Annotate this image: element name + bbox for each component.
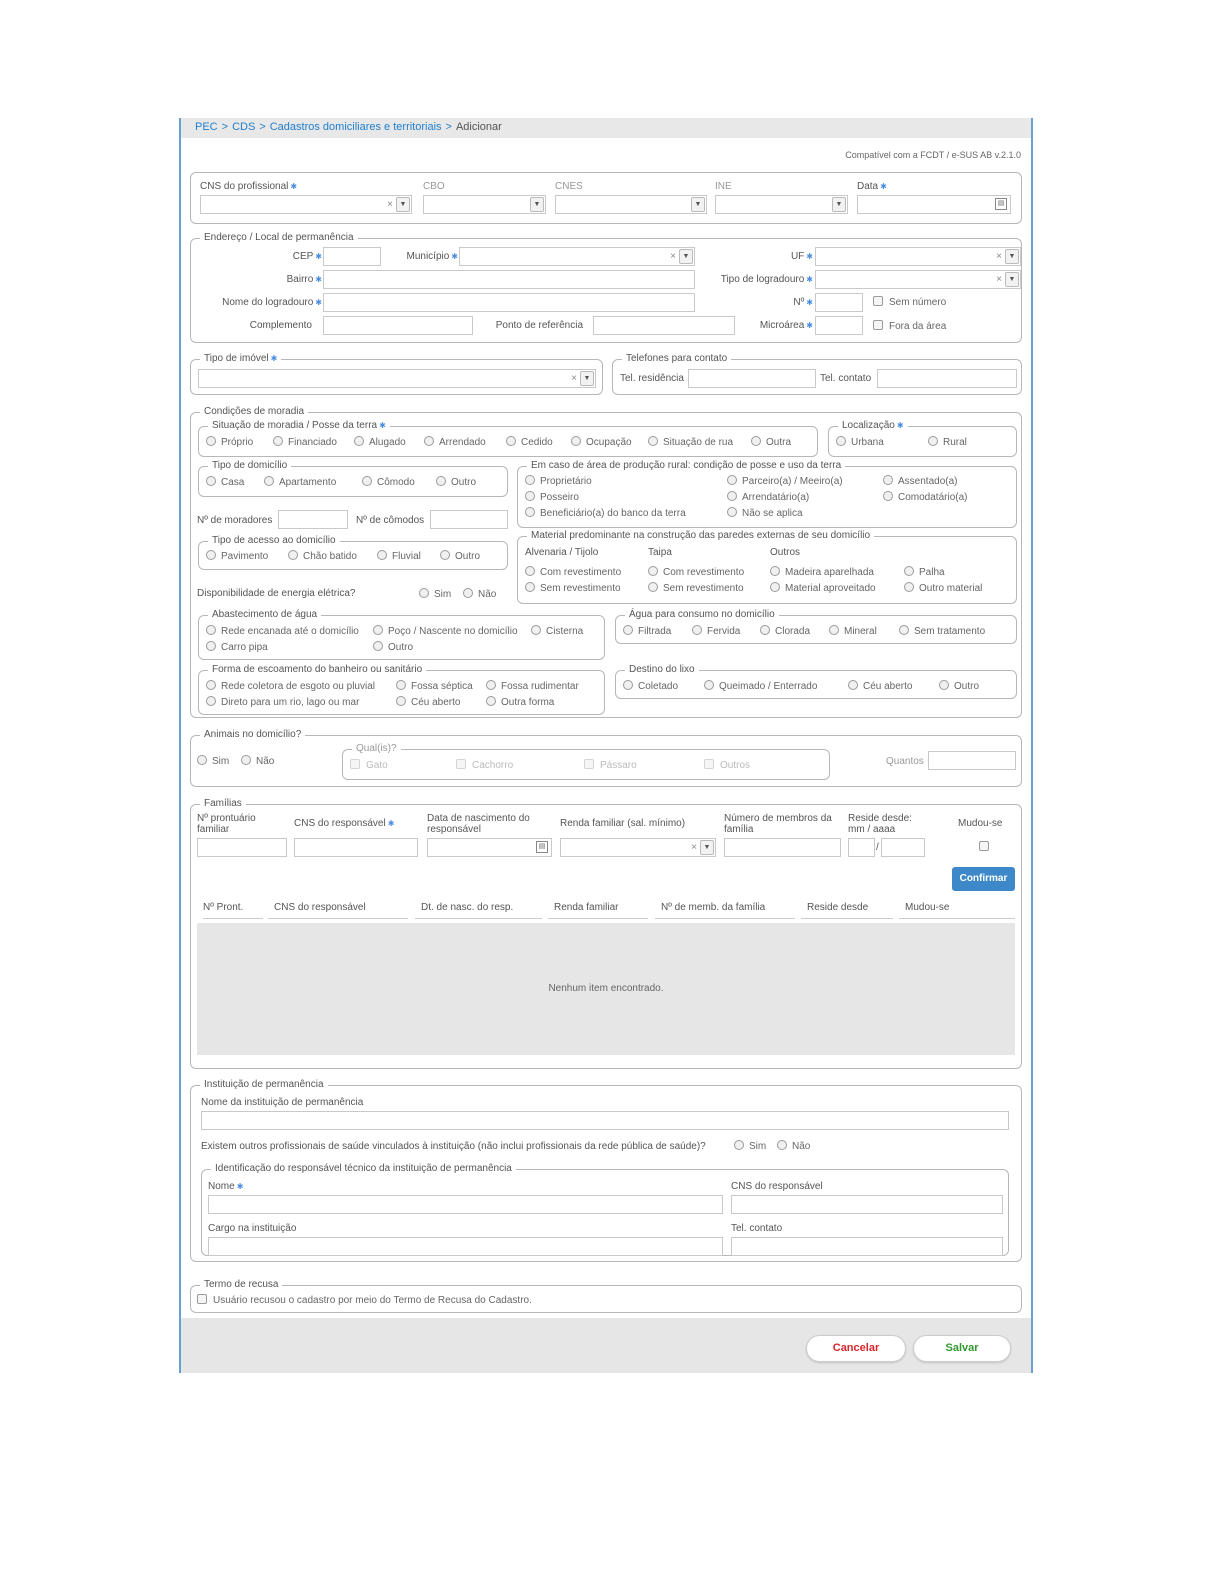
outros-radio-sim[interactable]: Sim	[734, 1140, 766, 1153]
acesso-legend: Tipo de acesso ao domicílio	[208, 535, 340, 547]
nascimento-input[interactable]	[427, 838, 552, 857]
domicilio-radio-outro[interactable]: Outro	[436, 476, 476, 489]
ine-select[interactable]	[715, 195, 848, 214]
abastecimento-radio-rede[interactable]: Rede encanada até o domicílio	[206, 625, 359, 638]
clear-icon[interactable]: ×	[996, 251, 1002, 262]
energia-label: Disponibilidade de energia elétrica?	[197, 588, 356, 599]
cbo-select[interactable]	[423, 195, 546, 214]
lixo-radio-coletado[interactable]: Coletado	[623, 680, 678, 693]
reside-label-2: mm / aaaa	[848, 824, 896, 835]
required-asterisk-icon: ✱	[896, 421, 904, 430]
rural-radio-arrendatario[interactable]: Arrendatário(a)	[727, 491, 809, 504]
fora-area-checkbox[interactable]: Fora da área	[873, 320, 946, 333]
sem-numero-checkbox[interactable]: Sem número	[873, 296, 946, 309]
calendar-icon[interactable]: ▤	[536, 841, 548, 853]
endereco-legend: Endereço / Local de permanência	[200, 232, 358, 244]
tipo-logradouro-label: Tipo de logradouro ✱	[720, 274, 813, 285]
acesso-radio-fluvial[interactable]: Fluvial	[377, 550, 421, 563]
domicilio-radio-apartamento[interactable]: Apartamento	[264, 476, 336, 489]
required-asterisk-icon: ✱	[315, 298, 322, 307]
required-asterisk-icon: ✱	[806, 252, 813, 261]
breadcrumb-sep: >	[221, 121, 229, 133]
quais-checkbox-outros[interactable]: Outros	[704, 759, 750, 772]
ponto-referencia-input[interactable]	[593, 316, 735, 335]
tipo-imovel-select[interactable]	[198, 369, 596, 388]
required-asterisk-icon: ✱	[387, 819, 395, 828]
resp-tel-label: Tel. contato	[731, 1223, 783, 1234]
quantos-label: Quantos	[886, 756, 924, 767]
chevron-down-icon[interactable]: ▼	[396, 197, 410, 212]
reside-slash: /	[876, 842, 879, 853]
chevron-down-icon[interactable]: ▼	[700, 840, 714, 855]
situacao-radio-arrendado[interactable]: Arrendado	[424, 436, 486, 449]
mudou-checkbox[interactable]	[979, 841, 989, 854]
resp-cns-label: CNS do responsável	[731, 1181, 823, 1192]
col-membros[interactable]: Nº de memb. da família	[655, 902, 795, 919]
energia-radio-nao[interactable]: Não	[463, 588, 496, 601]
tel-residencia-label: Tel. residência	[620, 373, 684, 384]
situacao-radio-situacao-rua[interactable]: Situação de rua	[648, 436, 733, 449]
outros-profissionais-label: Existem outros profissionais de saúde vinculados à instituição (não inclui profissionais da rede pública de saúde)?	[201, 1141, 706, 1152]
domicilio-radio-casa[interactable]: Casa	[206, 476, 244, 489]
abastecimento-radio-outro[interactable]: Outro	[373, 641, 413, 654]
situacao-radio-financiado[interactable]: Financiado	[273, 436, 337, 449]
rural-radio-beneficiario[interactable]: Beneficiário(a) do banco da terra	[525, 507, 686, 520]
confirm-button[interactable]: Confirmar	[952, 867, 1015, 891]
escoamento-radio-fossa-septica[interactable]: Fossa séptica	[396, 680, 473, 693]
data-input[interactable]	[857, 195, 1011, 214]
reside-mes-input[interactable]	[848, 838, 875, 857]
tipo-imovel-legend: Tipo de imóvel ✱	[200, 353, 281, 365]
quais-checkbox-cachorro[interactable]: Cachorro	[456, 759, 513, 772]
tel-residencia-input[interactable]	[688, 369, 816, 388]
nome-logradouro-label: Nome do logradouro ✱	[222, 297, 322, 308]
localizacao-legend: Localização ✱	[838, 420, 908, 432]
nascimento-label: Data de nascimento do	[427, 813, 530, 824]
moradores-label: Nº de moradores	[197, 515, 273, 526]
chevron-down-icon[interactable]: ▼	[1005, 272, 1019, 287]
tipo-logradouro-select[interactable]	[815, 270, 1021, 289]
escoamento-radio-direto[interactable]: Direto para um rio, lago ou mar	[206, 696, 359, 709]
abastecimento-group	[198, 609, 605, 660]
reside-label: Reside desde:	[848, 813, 912, 824]
acesso-radio-chao-batido[interactable]: Chão batido	[288, 550, 357, 563]
breadcrumb-sep: >	[445, 121, 452, 133]
cns-responsavel-label: CNS do responsável ✱	[294, 818, 395, 829]
material-radio-aproveitado[interactable]: Material aproveitado	[770, 582, 876, 595]
endereco-section	[190, 232, 1022, 343]
cnes-select[interactable]	[555, 195, 707, 214]
agua-radio-fervida[interactable]: Fervida	[692, 625, 740, 638]
material-radio-outro[interactable]: Outro material	[904, 582, 982, 595]
acesso-group	[198, 535, 508, 570]
required-asterisk-icon: ✱	[315, 252, 322, 261]
membros-label-2: família	[724, 824, 754, 835]
instituicao-legend: Instituição de permanência	[200, 1079, 328, 1091]
required-asterisk-icon: ✱	[270, 354, 278, 363]
escoamento-legend: Forma de escoamento do banheiro ou sanitário	[208, 664, 426, 676]
nascimento-label-2: responsável	[427, 824, 481, 835]
localizacao-radio-rural[interactable]: Rural	[928, 436, 967, 449]
nome-instituicao-input[interactable]	[201, 1111, 1009, 1130]
clear-icon[interactable]: ×	[387, 199, 393, 210]
required-asterisk-icon: ✱	[806, 298, 813, 307]
rural-radio-proprietario[interactable]: Proprietário	[525, 475, 592, 488]
required-asterisk-icon: ✱	[315, 275, 322, 284]
localizacao-radio-urbana[interactable]: Urbana	[836, 436, 884, 449]
clear-icon[interactable]: ×	[691, 842, 697, 853]
condicoes-section	[190, 406, 1022, 718]
material-radio-palha[interactable]: Palha	[904, 566, 945, 579]
required-asterisk-icon: ✱	[290, 182, 298, 191]
comodos-input[interactable]	[430, 510, 508, 529]
clear-icon[interactable]: ×	[571, 373, 577, 384]
bairro-label: Bairro ✱	[286, 274, 322, 285]
cns-label: CNS do profissional ✱	[200, 181, 298, 192]
numero-label: Nº ✱	[793, 297, 813, 308]
bairro-input[interactable]	[323, 270, 695, 289]
col-prontuario[interactable]: Nº Pront.	[203, 902, 263, 919]
breadcrumb-sep: >	[259, 121, 266, 133]
ine-label: INE	[715, 181, 732, 192]
breadcrumb-current: Adicionar	[455, 121, 502, 133]
required-asterisk-icon: ✱	[806, 321, 813, 330]
localizacao-group	[828, 420, 1017, 457]
agua-radio-filtrada[interactable]: Filtrada	[623, 625, 671, 638]
rural-radio-assentado[interactable]: Assentado(a)	[883, 475, 957, 488]
resp-nome-label: Nome ✱	[208, 1181, 244, 1192]
resp-tel-input[interactable]	[731, 1237, 1003, 1256]
responsavel-legend: Identificação do responsável técnico da instituição de permanência	[211, 1163, 516, 1175]
situacao-radio-alugado[interactable]: Alugado	[354, 436, 406, 449]
quais-checkbox-passaro[interactable]: Pássaro	[584, 759, 637, 772]
complemento-input[interactable]	[323, 316, 473, 335]
material-radio-taipa-com[interactable]: Com revestimento	[648, 566, 744, 579]
escoamento-radio-fossa-rudimentar[interactable]: Fossa rudimentar	[486, 680, 579, 693]
required-asterisk-icon: ✱	[806, 275, 813, 284]
tel-contato-input[interactable]	[877, 369, 1017, 388]
form-window	[179, 118, 1033, 1373]
rural-group	[517, 460, 1017, 528]
cbo-label: CBO	[423, 181, 445, 192]
telefones-section	[612, 353, 1022, 395]
abastecimento-radio-poco[interactable]: Poço / Nascente no domicílio	[373, 625, 518, 638]
col-renda[interactable]: Renda familiar	[548, 902, 648, 919]
renda-select[interactable]	[560, 838, 716, 857]
quais-group	[342, 743, 830, 780]
animais-legend: Animais no domicílio?	[200, 729, 305, 741]
situacao-radio-ocupacao[interactable]: Ocupação	[571, 436, 632, 449]
agua-legend: Água para consumo no domicílio	[625, 609, 779, 621]
compat-note: Compatível com a FCDT / e-SUS AB v.2.1.0	[845, 150, 1021, 160]
material-taipa-label: Taipa	[648, 547, 672, 558]
numero-input[interactable]	[815, 293, 863, 312]
material-alvenaria-label: Alvenaria / Tijolo	[525, 547, 599, 558]
rural-legend: Em caso de área de produção rural: condição de posse e uso da terra	[527, 460, 845, 472]
cancel-button[interactable]: Cancelar	[806, 1335, 906, 1362]
save-button[interactable]: Salvar	[913, 1335, 1011, 1362]
microarea-input[interactable]	[815, 316, 863, 335]
municipio-select[interactable]	[459, 247, 695, 266]
prontuario-label-2: familiar	[197, 824, 230, 835]
situacao-group	[198, 420, 818, 457]
lixo-radio-ceu-aberto[interactable]: Céu aberto	[848, 680, 912, 693]
breadcrumb-cds[interactable]: CDS	[232, 121, 256, 133]
escoamento-radio-outra[interactable]: Outra forma	[486, 696, 554, 709]
empty-message: Nenhum item encontrado.	[548, 983, 664, 994]
tel-contato-label: Tel. contato	[820, 373, 872, 384]
nome-logradouro-input[interactable]	[323, 293, 695, 312]
termo-section	[190, 1279, 1022, 1313]
cns-select[interactable]	[200, 195, 412, 214]
required-asterisk-icon: ✱	[451, 252, 458, 261]
lixo-radio-queimado[interactable]: Queimado / Enterrado	[704, 680, 817, 693]
professional-section	[190, 172, 1022, 224]
abastecimento-radio-cisterna[interactable]: Cisterna	[531, 625, 583, 638]
acesso-radio-outro[interactable]: Outro	[440, 550, 480, 563]
comodos-label: Nº de cômodos	[356, 515, 425, 526]
required-asterisk-icon: ✱	[236, 1182, 244, 1191]
nome-instituicao-label: Nome da instituição de permanência	[201, 1097, 364, 1108]
lixo-radio-outro[interactable]: Outro	[939, 680, 979, 693]
animais-radio-sim[interactable]: Sim	[197, 755, 229, 768]
rural-radio-nao-se-aplica[interactable]: Não se aplica	[727, 507, 803, 520]
situacao-legend: Situação de moradia / Posse da terra ✱	[208, 420, 390, 432]
lixo-legend: Destino do lixo	[625, 664, 699, 676]
membros-input[interactable]	[724, 838, 841, 857]
abastecimento-legend: Abastecimento de água	[208, 609, 321, 621]
ponto-referencia-label: Ponto de referência	[495, 320, 583, 331]
resp-cargo-input[interactable]	[208, 1237, 723, 1256]
domicilio-radio-comodo[interactable]: Cômodo	[362, 476, 415, 489]
resp-cns-input[interactable]	[731, 1195, 1003, 1214]
material-radio-alvenaria-sem[interactable]: Sem revestimento	[525, 582, 621, 595]
moradores-input[interactable]	[278, 510, 348, 529]
situacao-radio-proprio[interactable]: Próprio	[206, 436, 253, 449]
rural-radio-parceiro[interactable]: Parceiro(a) / Meeiro(a)	[727, 475, 843, 488]
animais-radio-nao[interactable]: Não	[241, 755, 274, 768]
chevron-down-icon[interactable]: ▼	[691, 197, 705, 212]
cep-label: CEP ✱	[292, 251, 322, 262]
tipo-imovel-section	[190, 353, 603, 395]
chevron-down-icon[interactable]: ▼	[530, 197, 544, 212]
breadcrumb-bar	[181, 118, 1031, 138]
material-group	[517, 530, 1017, 604]
condicoes-legend: Condições de moradia	[200, 406, 308, 418]
escoamento-radio-ceu-aberto[interactable]: Céu aberto	[396, 696, 460, 709]
acesso-radio-pavimento[interactable]: Pavimento	[206, 550, 268, 563]
prontuario-label: Nº prontuário	[197, 813, 256, 824]
complemento-label: Complemento	[249, 320, 312, 331]
breadcrumb-pec[interactable]: PEC	[195, 121, 218, 133]
rural-radio-posseiro[interactable]: Posseiro	[525, 491, 579, 504]
cnes-label: CNES	[555, 181, 583, 192]
required-asterisk-icon: ✱	[880, 182, 887, 191]
abastecimento-radio-carro-pipa[interactable]: Carro pipa	[206, 641, 268, 654]
clear-icon[interactable]: ×	[996, 274, 1002, 285]
data-label: Data ✱	[857, 181, 887, 192]
material-radio-taipa-sem[interactable]: Sem revestimento	[648, 582, 744, 595]
uf-label: UF ✱	[790, 251, 813, 262]
prontuario-input[interactable]	[197, 838, 287, 857]
telefones-legend: Telefones para contato	[622, 353, 731, 365]
material-legend: Material predominante na construção das paredes externas de seu domicílio	[527, 530, 874, 542]
instituicao-section	[190, 1079, 1022, 1262]
chevron-down-icon[interactable]: ▼	[580, 371, 594, 386]
mudou-label: Mudou-se	[958, 818, 1003, 829]
calendar-icon[interactable]: ▤	[995, 198, 1007, 210]
tipo-domicilio-group	[198, 460, 508, 497]
quantos-input[interactable]	[928, 751, 1016, 770]
agua-radio-mineral[interactable]: Mineral	[829, 625, 877, 638]
rural-radio-comodatario[interactable]: Comodatário(a)	[883, 491, 967, 504]
material-outros-label: Outros	[770, 547, 801, 558]
cns-responsavel-input[interactable]	[294, 838, 418, 857]
termo-legend: Termo de recusa	[200, 1279, 282, 1291]
resp-nome-input[interactable]	[208, 1195, 723, 1214]
required-asterisk-icon: ✱	[379, 421, 386, 430]
membros-label: Número de membros da	[724, 813, 832, 824]
municipio-label: Município ✱	[406, 251, 458, 262]
breadcrumb-cadastros[interactable]: Cadastros domiciliares e territoriais	[269, 121, 442, 133]
reside-ano-input[interactable]	[881, 838, 925, 857]
situacao-radio-outra[interactable]: Outra	[751, 436, 791, 449]
col-nascimento[interactable]: Dt. de nasc. do resp.	[415, 902, 542, 919]
agua-radio-sem-tratamento[interactable]: Sem tratamento	[899, 625, 985, 638]
uf-select[interactable]	[815, 247, 1021, 266]
col-mudou[interactable]: Mudou-se	[899, 902, 1015, 919]
familias-table-body	[197, 923, 1015, 1055]
animais-section	[190, 729, 1022, 787]
material-radio-madeira[interactable]: Madeira aparelhada	[770, 566, 874, 579]
renda-label: Renda familiar (sal. mínimo)	[560, 818, 686, 829]
col-reside[interactable]: Reside desde	[801, 902, 893, 919]
breadcrumb	[195, 121, 502, 133]
chevron-down-icon[interactable]: ▼	[679, 249, 693, 264]
termo-recusa-checkbox[interactable]: Usuário recusou o cadastro por meio do Termo de Recusa do Cadastro.	[197, 1294, 532, 1307]
resp-cargo-label: Cargo na instituição	[208, 1223, 297, 1234]
cep-input[interactable]	[323, 247, 381, 266]
tipo-domicilio-legend: Tipo de domicílio	[208, 460, 291, 472]
situacao-radio-cedido[interactable]: Cedido	[506, 436, 553, 449]
quais-checkbox-gato[interactable]: Gato	[350, 759, 388, 772]
chevron-down-icon[interactable]: ▼	[832, 197, 846, 212]
col-cns[interactable]: CNS do responsável	[268, 902, 408, 919]
agua-radio-clorada[interactable]: Clorada	[760, 625, 810, 638]
lixo-group	[615, 664, 1017, 699]
material-radio-alvenaria-com[interactable]: Com revestimento	[525, 566, 621, 579]
outros-radio-nao[interactable]: Não	[777, 1140, 810, 1153]
agua-group	[615, 609, 1017, 644]
familias-legend: Famílias	[200, 798, 246, 810]
chevron-down-icon[interactable]: ▼	[1005, 249, 1019, 264]
escoamento-group	[198, 664, 605, 715]
microarea-label: Microárea ✱	[759, 320, 813, 331]
energia-radio-sim[interactable]: Sim	[419, 588, 451, 601]
escoamento-radio-rede[interactable]: Rede coletora de esgoto ou pluvial	[206, 680, 375, 693]
responsavel-group	[201, 1163, 1009, 1256]
quais-legend: Qual(is)?	[352, 743, 401, 755]
clear-icon[interactable]: ×	[670, 251, 676, 262]
